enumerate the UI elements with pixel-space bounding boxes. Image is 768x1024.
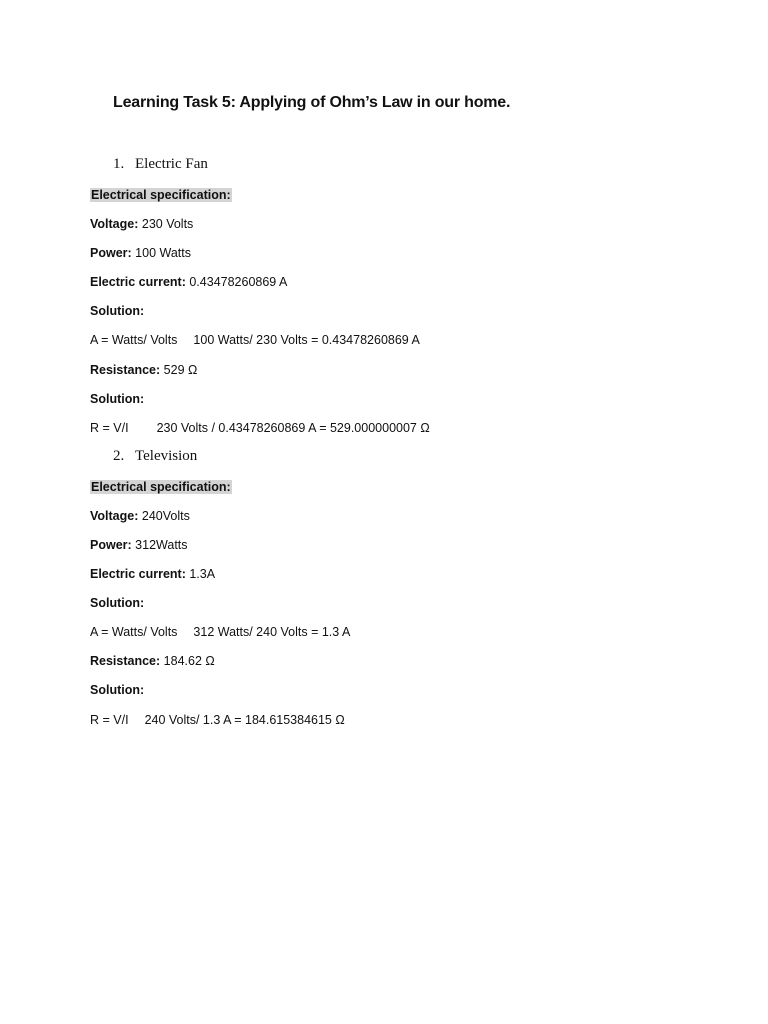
solution-line (90, 303, 144, 319)
power-line (90, 537, 188, 553)
solution-line (90, 682, 144, 698)
current-value: 1.3A (189, 567, 216, 581)
solution-line (90, 391, 144, 407)
item-number: 2. (113, 448, 125, 464)
resistance-value: 529 Ω (163, 363, 198, 377)
current-calculation: 312 Watts/ 240 Volts = 1.3 A (193, 625, 351, 639)
solution-label: Solution: (90, 392, 145, 406)
current-line (90, 566, 215, 582)
item-number: 1. (113, 156, 125, 172)
resistance-calculation: 240 Volts/ 1.3 A = 184.615384615 Ω (144, 713, 345, 727)
voltage-value: 240Volts (141, 509, 190, 523)
resistance-formula-line (90, 712, 345, 728)
item-heading-electric-fan (113, 156, 208, 173)
current-line (90, 274, 287, 290)
spec-label-line (90, 187, 232, 203)
current-formula: A = Watts/ Volts (90, 333, 178, 347)
resistance-label: Resistance: (90, 363, 161, 377)
spec-label: Electrical specification: (91, 188, 231, 202)
resistance-formula-line (90, 420, 430, 436)
spec-label: Electrical specification: (91, 480, 231, 494)
voltage-label: Voltage: (90, 217, 139, 231)
resistance-formula: R = V/I (90, 713, 129, 727)
page-title: Learning Task 5: Applying of Ohm’s Law in our home. (113, 94, 511, 111)
solution-label: Solution: (90, 683, 145, 697)
solution-label: Solution: (90, 596, 145, 610)
voltage-line (90, 216, 193, 232)
voltage-value: 230 Volts (141, 217, 194, 231)
resistance-formula: R = V/I (90, 421, 129, 435)
resistance-line (90, 362, 197, 378)
item-name: Electric Fan (135, 156, 208, 172)
resistance-label: Resistance: (90, 654, 161, 668)
current-label: Electric current: (90, 275, 186, 289)
voltage-label: Voltage: (90, 509, 139, 523)
solution-line (90, 595, 144, 611)
current-formula-line (90, 332, 420, 348)
resistance-line (90, 653, 215, 669)
solution-label: Solution: (90, 304, 145, 318)
power-value: 100 Watts (135, 246, 191, 260)
item-heading-television (113, 448, 197, 465)
spec-label-line (90, 479, 232, 495)
voltage-line (90, 508, 190, 524)
current-calculation: 100 Watts/ 230 Volts = 0.43478260869 A (193, 333, 420, 347)
power-line (90, 245, 191, 261)
resistance-calculation: 230 Volts / 0.43478260869 A = 529.000000007 Ω (156, 421, 430, 435)
current-formula-line (90, 624, 350, 640)
current-label: Electric current: (90, 567, 186, 581)
power-value: 312Watts (135, 538, 188, 552)
power-label: Power: (90, 538, 132, 552)
item-name: Television (135, 448, 198, 464)
resistance-value: 184.62 Ω (163, 654, 215, 668)
current-value: 0.43478260869 A (189, 275, 288, 289)
power-label: Power: (90, 246, 132, 260)
current-formula: A = Watts/ Volts (90, 625, 178, 639)
